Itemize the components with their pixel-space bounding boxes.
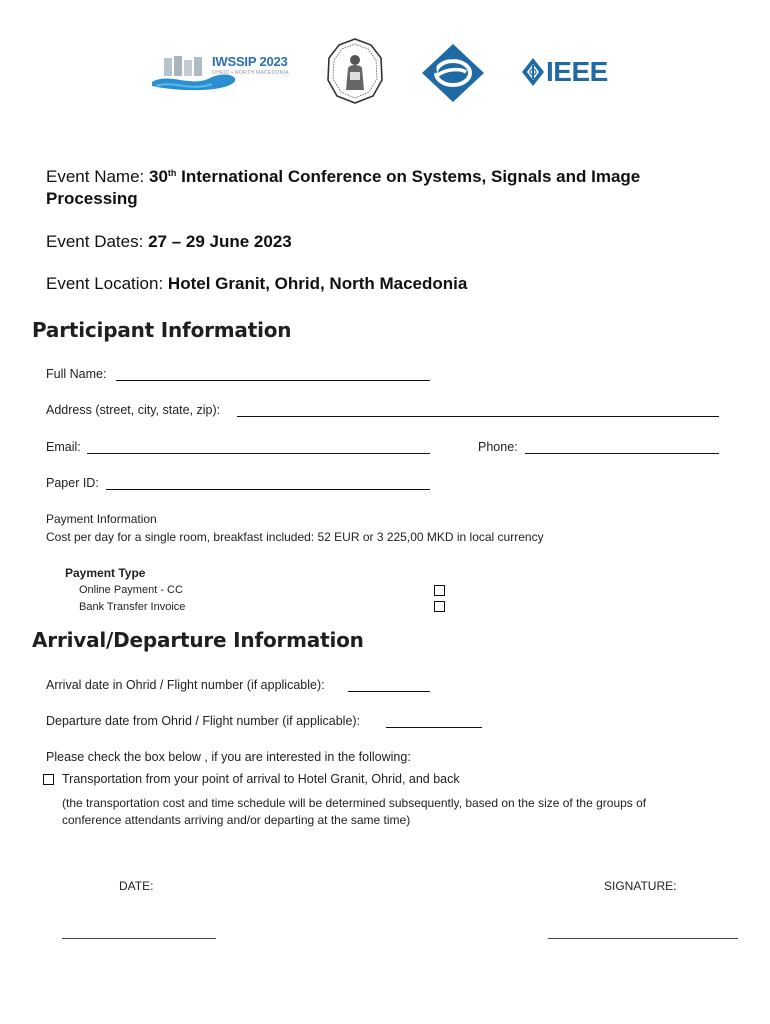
departure-date-field[interactable] — [386, 727, 482, 728]
date-field[interactable] — [62, 938, 216, 939]
email-label: Email: — [46, 440, 81, 454]
event-dates-label: Event Dates: — [46, 232, 149, 251]
iwssip-subtitle: OHRID • NORTH MACEDONIA — [212, 70, 289, 76]
phone-field[interactable] — [525, 453, 719, 454]
iwssip-title: IWSSIP 2023 — [212, 54, 288, 69]
participant-information-heading: Participant Information — [32, 318, 292, 342]
payment-type-title: Payment Type — [65, 566, 146, 580]
iwssip-2023-logo — [150, 52, 290, 94]
university-seal-logo — [326, 38, 384, 104]
payment-information-title: Payment Information — [46, 512, 157, 526]
check-prompt-text: Please check the box below , if you are interested in the following: — [46, 750, 411, 764]
event-name-value-cont: Processing — [46, 189, 138, 208]
ieee-diamond-icon — [520, 56, 546, 88]
event-name-label: Event Name: — [46, 167, 149, 186]
signature-field[interactable] — [548, 938, 738, 939]
arrival-departure-heading: Arrival/Departure Information — [32, 628, 364, 652]
event-name-line — [46, 166, 640, 188]
address-label: Address (street, city, state, zip): — [46, 403, 221, 417]
signature-label: SIGNATURE: — [604, 879, 677, 893]
ieee-logo — [520, 56, 630, 88]
address-field[interactable] — [237, 416, 719, 417]
transportation-note-line-2: conference attendants arriving and/or departing at the same time) — [62, 813, 411, 827]
payment-online-checkbox[interactable] — [434, 585, 445, 596]
transportation-note-line-1: (the transportation cost and time schedule will be determined subsequently, based on the size of the groups of — [62, 796, 647, 810]
event-location-label: Event Location: — [46, 274, 168, 293]
payment-option-transfer-label: Bank Transfer Invoice — [79, 601, 186, 613]
e-diamond-logo — [420, 42, 486, 104]
paper-id-field[interactable] — [106, 489, 430, 490]
payment-transfer-checkbox[interactable] — [434, 601, 445, 612]
ieee-wordmark: IEEE — [546, 56, 608, 87]
departure-date-label: Departure date from Ohrid / Flight number (if applicable): — [46, 714, 361, 728]
arrival-date-label: Arrival date in Ohrid / Flight number (if applicable): — [46, 678, 325, 692]
transportation-label: Transportation from your point of arrival to Hotel Granit, Ohrid, and back — [62, 772, 460, 786]
event-name-value: International Conference on Systems, Signals and Image — [176, 167, 641, 186]
phone-label: Phone: — [478, 440, 518, 454]
event-location-value: Hotel Granit, Ohrid, North Macedonia — [167, 274, 468, 293]
event-dates-value: 27 – 29 June 2023 — [148, 232, 292, 251]
full-name-field[interactable] — [116, 380, 430, 381]
full-name-label: Full Name: — [46, 367, 107, 381]
event-name-line-2 — [46, 188, 138, 210]
event-dates-line — [46, 231, 292, 253]
payment-information-text: Cost per day for a single room, breakfast included: 52 EUR or 3 225,00 MKD in local currency — [46, 530, 544, 544]
transportation-checkbox[interactable] — [43, 774, 54, 785]
event-name-ordinal: th — [167, 168, 177, 178]
event-name-number: 30 — [149, 167, 168, 186]
paper-id-label: Paper ID: — [46, 476, 99, 490]
email-field[interactable] — [87, 453, 430, 454]
payment-option-online-label: Online Payment - CC — [79, 584, 183, 596]
date-label: DATE: — [119, 879, 154, 893]
event-location-line — [46, 273, 467, 295]
arrival-date-field[interactable] — [348, 691, 430, 692]
